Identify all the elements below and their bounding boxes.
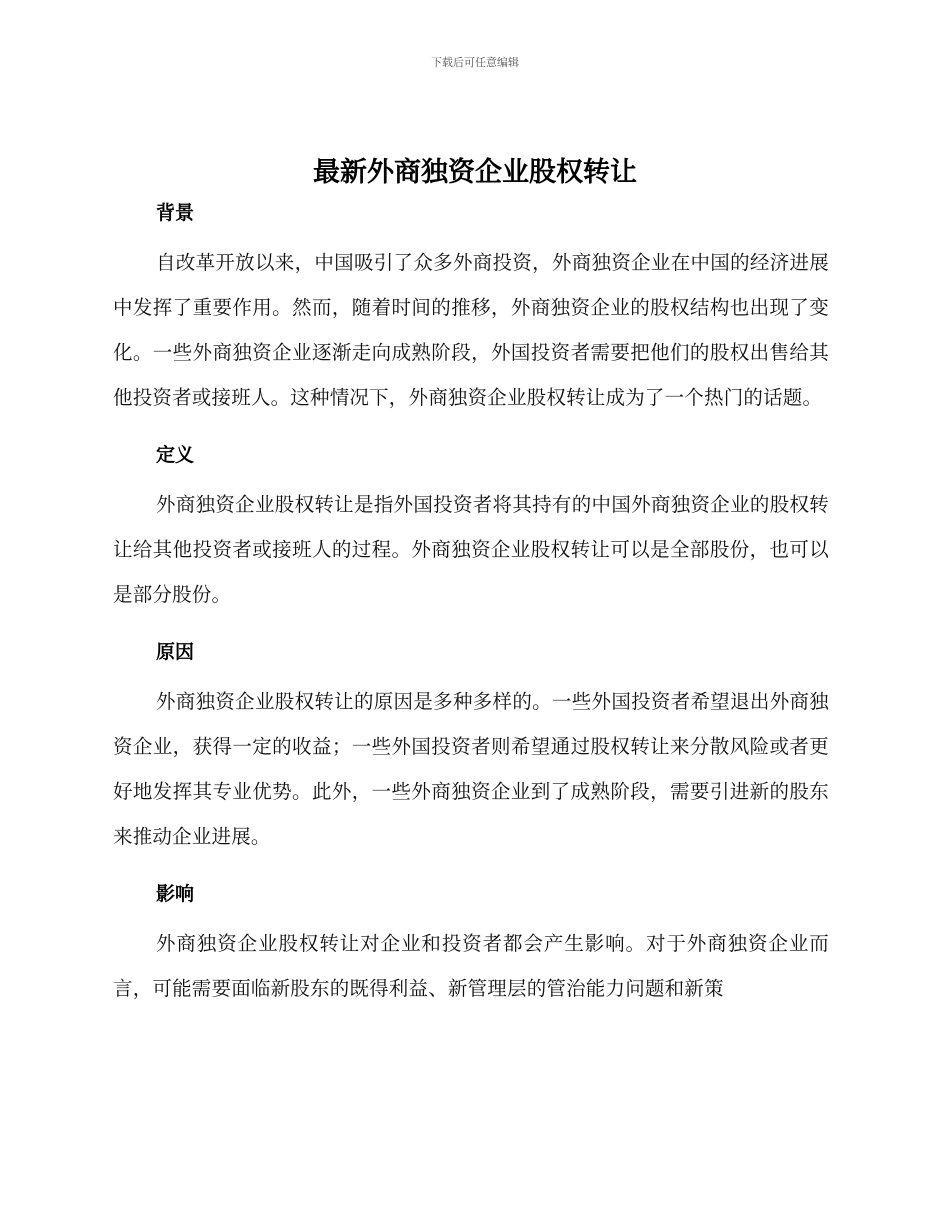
section-heading: 定义 [156, 444, 195, 466]
section-heading: 影响 [156, 883, 195, 905]
section-reasons [113, 637, 829, 859]
section-background [113, 198, 829, 420]
document-body [113, 198, 829, 1031]
section-paragraph: 外商独资企业股权转让对企业和投资者都会产生影响。对于外商独资企业而言，可能需要面临新股东的既得利益、新管理层的管治能力问题和新策 [113, 932, 829, 1000]
section-heading: 原因 [156, 641, 195, 663]
section-paragraph: 外商独资企业股权转让是指外国投资者将其持有的中国外商独资企业的股权转让给其他投资者或接班人的过程。外商独资企业股权转让可以是全部股份，也可以是部分股份。 [113, 493, 829, 606]
section-paragraph: 自改革开放以来，中国吸引了众多外商投资，外商独资企业在中国的经济进展中发挥了重要作用。然而，随着时间的推移，外商独资企业的股权结构也出现了变化。一些外商独资企业逐渐走向成熟阶段，外国投资者需要把他们的股权出售给其他投资者或接班人。这种情况下，外商独资企业股权转让成为了一个热门的话题。 [113, 251, 829, 409]
page-header-note: 下载后可任意编辑 [431, 56, 519, 69]
section-paragraph: 外商独资企业股权转让的原因是多种多样的。一些外国投资者希望退出外商独资企业，获得一定的收益；一些外国投资者则希望通过股权转让来分散风险或者更好地发挥其专业优势。此外，一些外商独资企业到了成熟阶段，需要引进新的股东来推动企业进展。 [113, 690, 829, 848]
section-definition [113, 440, 829, 617]
document-title: 最新外商独资企业股权转让 [313, 157, 637, 188]
section-impact [113, 879, 829, 1011]
section-heading: 背景 [156, 202, 195, 224]
